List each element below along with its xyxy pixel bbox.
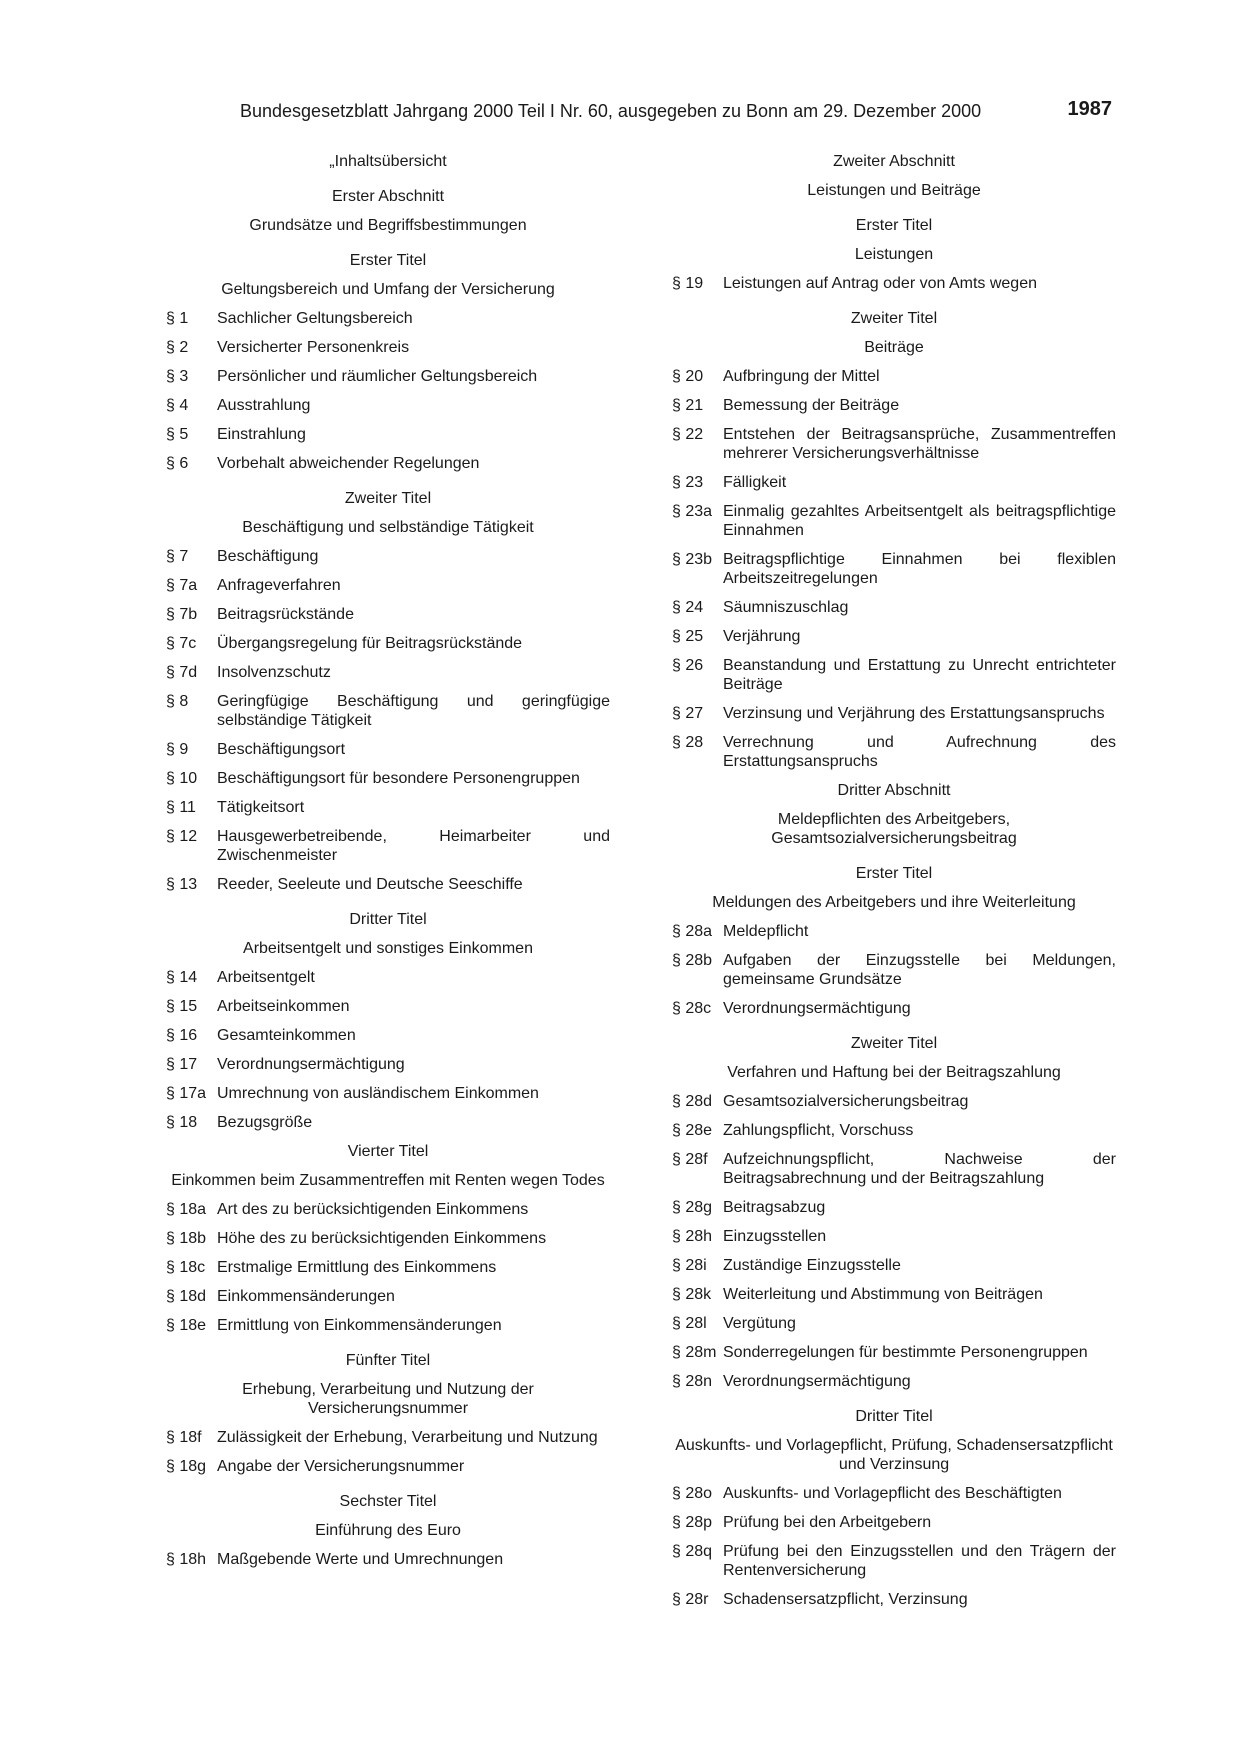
paragraph-number: § 28d (672, 1093, 713, 1110)
paragraph-number: § 28f (672, 1151, 708, 1168)
paragraph-number: § 18e (166, 1317, 207, 1334)
paragraph-number: § 28h (672, 1228, 713, 1245)
paragraph-number: § 14 (166, 969, 198, 986)
paragraph-title: Reeder, Seeleute und Deutsche Seeschiffe (217, 876, 523, 893)
paragraph-number: § 8 (166, 693, 189, 710)
toc-entry (166, 425, 610, 444)
paragraph-title: Verordnungsermächtigung (217, 1056, 405, 1073)
paragraph-title: Sachlicher Geltungsbereich (217, 310, 413, 327)
paragraph-title: Vergütung (723, 1315, 796, 1332)
paragraph-title: Verjährung (723, 628, 801, 645)
paragraph-title: Beschäftigungsort für besondere Personengruppen (217, 770, 580, 787)
paragraph-title: Auskunfts- und Vorlagepflicht des Beschäftigten (723, 1485, 1062, 1502)
section-heading: Meldungen des Arbeitgebers und ihre Weiterleitung (712, 894, 1076, 911)
paragraph-title: Gesamteinkommen (217, 1027, 356, 1044)
toc-entry (166, 1258, 610, 1277)
toc-entry (672, 1372, 1116, 1391)
paragraph-title: Vorbehalt abweichender Regelungen (217, 455, 480, 472)
toc-entry (166, 1026, 610, 1045)
paragraph-title: Sonderregelungen für bestimmte Personengruppen (723, 1344, 1088, 1361)
paragraph-number: § 11 (166, 799, 196, 816)
toc-entry (672, 1513, 1116, 1532)
toc-entry (672, 1590, 1116, 1609)
toc-entry (672, 1256, 1116, 1275)
paragraph-title: Umrechnung von ausländischem Einkommen (217, 1085, 539, 1102)
section-heading: Grundsätze und Begriffsbestimmungen (249, 217, 527, 234)
paragraph-number: § 10 (166, 770, 198, 787)
paragraph-title: Anfrageverfahren (217, 577, 341, 594)
paragraph-title: Beitragsrückstände (217, 606, 354, 623)
toc-entry (672, 396, 1116, 415)
toc-entry (166, 968, 610, 987)
paragraph-number: § 7c (166, 635, 197, 652)
paragraph-title: Bemessung der Beiträge (723, 397, 900, 414)
paragraph-number: § 20 (672, 368, 704, 385)
paragraph-title: Weiterleitung und Abstimmung von Beiträgen (723, 1286, 1043, 1303)
paragraph-title: Verrechnung und Aufrechnung des Erstattungsanspruchs (723, 734, 1116, 770)
paragraph-number: § 25 (672, 628, 704, 645)
toc-entry (166, 827, 610, 865)
paragraph-title: Prüfung bei den Arbeitgebern (723, 1514, 932, 1531)
paragraph-number: § 23b (672, 551, 713, 568)
toc-entry (672, 598, 1116, 617)
paragraph-title: Höhe des zu berücksichtigenden Einkommens (217, 1230, 547, 1247)
paragraph-title: Ausstrahlung (217, 397, 311, 414)
toc-entry (166, 875, 610, 894)
toc-entry (166, 740, 610, 759)
section-heading: Dritter Titel (855, 1408, 933, 1425)
paragraph-title: Übergangsregelung für Beitragsrückstände (217, 635, 523, 652)
paragraph-number: § 28i (672, 1257, 707, 1274)
toc-entry (166, 692, 610, 730)
toc-entry (672, 733, 1116, 771)
paragraph-number: § 17 (166, 1056, 198, 1073)
toc-entry (166, 1550, 610, 1569)
paragraph-title: Aufbringung der Mittel (723, 368, 880, 385)
paragraph-title: Einkommensänderungen (217, 1288, 395, 1305)
section-heading: Auskunfts- und Vorlagepflicht, Prüfung, Schadensersatzpflicht und Verzinsung (675, 1437, 1113, 1473)
paragraph-number: § 28c (672, 1000, 712, 1017)
paragraph-title: Aufgaben der Einzugsstelle bei Meldungen, gemeinsame Grundsätze (723, 952, 1116, 988)
toc-entry (672, 1542, 1116, 1580)
paragraph-title: Verordnungsermächtigung (723, 1000, 911, 1017)
toc-entry (166, 997, 610, 1016)
paragraph-number: § 28e (672, 1122, 713, 1139)
toc-entry (672, 704, 1116, 723)
paragraph-number: § 7a (166, 577, 198, 594)
paragraph-number: § 7b (166, 606, 198, 623)
page-header (240, 98, 1112, 124)
paragraph-title: Prüfung bei den Einzugsstellen und den Trägern der Rentenversicherung (723, 1543, 1116, 1579)
paragraph-number: § 5 (166, 426, 189, 443)
paragraph-number: § 22 (672, 426, 704, 443)
paragraph-number: § 3 (166, 368, 189, 385)
paragraph-title: Fälligkeit (723, 474, 787, 491)
toc-entry (166, 547, 610, 566)
paragraph-number: § 18c (166, 1259, 206, 1276)
paragraph-number: § 17a (166, 1085, 207, 1102)
section-heading: „Inhaltsübersicht (329, 153, 447, 170)
toc-entry (166, 663, 610, 682)
paragraph-number: § 6 (166, 455, 189, 472)
toc-entry (166, 1084, 610, 1103)
paragraph-title: Gesamtsozialversicherungsbeitrag (723, 1093, 969, 1110)
section-heading: Dritter Abschnitt (837, 782, 951, 799)
paragraph-number: § 18b (166, 1230, 207, 1247)
toc-entry (672, 550, 1116, 588)
section-heading: Leistungen (854, 246, 934, 263)
paragraph-number: § 28 (672, 734, 704, 751)
section-heading: Zweiter Titel (344, 490, 432, 507)
toc-entry (166, 576, 610, 595)
paragraph-title: Verordnungsermächtigung (723, 1373, 911, 1390)
paragraph-number: § 28b (672, 952, 713, 969)
paragraph-number: § 23a (672, 503, 713, 520)
paragraph-title: Angabe der Versicherungsnummer (217, 1458, 465, 1475)
toc-entry (672, 1198, 1116, 1217)
paragraph-number: § 28l (672, 1315, 707, 1332)
paragraph-title: Verzinsung und Verjährung des Erstattungsanspruchs (723, 705, 1105, 722)
toc-entry (166, 1200, 610, 1219)
paragraph-number: § 24 (672, 599, 704, 616)
section-heading: Zweiter Titel (850, 310, 938, 327)
section-heading: Erster Titel (349, 252, 427, 269)
toc-entry (166, 798, 610, 817)
toc-entry (672, 367, 1116, 386)
toc-entry (672, 502, 1116, 540)
paragraph-title: Geringfügige Beschäftigung und geringfügige selbständige Tätigkeit (217, 693, 610, 729)
paragraph-number: § 28g (672, 1199, 713, 1216)
paragraph-title: Zahlungspflicht, Vorschuss (723, 1122, 914, 1139)
toc-entry (672, 425, 1116, 463)
paragraph-title: Schadensersatzpflicht, Verzinsung (723, 1591, 968, 1608)
section-heading: Erhebung, Verarbeitung und Nutzung der Versicherungsnummer (242, 1381, 534, 1417)
section-heading: Arbeitsentgelt und sonstiges Einkommen (243, 940, 533, 957)
paragraph-title: Erstmalige Ermittlung des Einkommens (217, 1259, 497, 1276)
toc-entry (166, 1316, 610, 1335)
paragraph-number: § 18 (166, 1114, 198, 1131)
paragraph-title: Insolvenzschutz (217, 664, 331, 681)
paragraph-number: § 1 (166, 310, 189, 327)
paragraph-title: Beschäftigung (217, 548, 319, 565)
paragraph-title: Tätigkeitsort (217, 799, 305, 816)
paragraph-number: § 23 (672, 474, 704, 491)
paragraph-number: § 9 (166, 741, 189, 758)
toc-entry (672, 1092, 1116, 1111)
paragraph-number: § 18d (166, 1288, 207, 1305)
paragraph-number: § 15 (166, 998, 198, 1015)
toc-entry (166, 367, 610, 386)
toc-entry (166, 309, 610, 328)
paragraph-number: § 26 (672, 657, 704, 674)
paragraph-title: Persönlicher und räumlicher Geltungsbereich (217, 368, 538, 385)
toc-entry (672, 1314, 1116, 1333)
toc-entry (672, 274, 1116, 293)
paragraph-title: Arbeitseinkommen (217, 998, 350, 1015)
toc-entry (166, 1287, 610, 1306)
paragraph-number: § 28k (672, 1286, 712, 1303)
toc-left-column (166, 152, 610, 1579)
paragraph-number: § 28r (672, 1591, 709, 1608)
section-heading: Fünfter Titel (345, 1352, 431, 1369)
page-number: 1987 (1067, 98, 1112, 120)
toc-entry (672, 999, 1116, 1018)
publication-line: Bundesgesetzblatt Jahrgang 2000 Teil I Nr. 60, ausgegeben zu Bonn am 29. Dezember 2000 (240, 101, 982, 121)
section-heading: Beiträge (864, 339, 924, 356)
section-heading: Sechster Titel (339, 1493, 437, 1510)
paragraph-number: § 12 (166, 828, 198, 845)
toc-entry (166, 338, 610, 357)
section-heading: Dritter Titel (349, 911, 427, 928)
paragraph-number: § 18f (166, 1429, 202, 1446)
section-heading: Erster Titel (855, 865, 933, 882)
section-heading: Zweiter Titel (850, 1035, 938, 1052)
paragraph-number: § 28q (672, 1543, 713, 1560)
paragraph-number: § 18g (166, 1458, 207, 1475)
section-heading: Vierter Titel (347, 1143, 429, 1160)
paragraph-number: § 4 (166, 397, 189, 414)
paragraph-title: Aufzeichnungspflicht, Nachweise der Beitragsabrechnung und der Beitragszahlung (723, 1151, 1116, 1187)
toc-entry (672, 473, 1116, 492)
section-heading: Zweiter Abschnitt (833, 153, 955, 170)
section-heading: Meldepflichten des Arbeitgebers, Gesamtsozialversicherungsbeitrag (771, 811, 1017, 847)
paragraph-number: § 19 (672, 275, 704, 292)
toc-entry (166, 1113, 610, 1132)
paragraph-title: Beanstandung und Erstattung zu Unrecht entrichteter Beiträge (723, 657, 1116, 693)
section-heading: Einkommen beim Zusammentreffen mit Renten wegen Todes (171, 1172, 605, 1189)
paragraph-title: Zuständige Einzugsstelle (723, 1257, 901, 1274)
paragraph-title: Einmalig gezahltes Arbeitsentgelt als beitragspflichtige Einnahmen (723, 503, 1116, 539)
paragraph-number: § 28a (672, 923, 713, 940)
section-heading: Beschäftigung und selbständige Tätigkeit (242, 519, 534, 536)
toc-entry (672, 922, 1116, 941)
paragraph-number: § 7d (166, 664, 198, 681)
section-heading: Einführung des Euro (315, 1522, 461, 1539)
paragraph-title: Maßgebende Werte und Umrechnungen (217, 1551, 504, 1568)
paragraph-title: Beitragsabzug (723, 1199, 826, 1216)
toc-entry (166, 605, 610, 624)
toc-entry (166, 396, 610, 415)
paragraph-title: Zulässigkeit der Erhebung, Verarbeitung und Nutzung (217, 1429, 598, 1446)
paragraph-title: Versicherter Personenkreis (217, 339, 410, 356)
paragraph-title: Ermittlung von Einkommensänderungen (217, 1317, 502, 1334)
paragraph-number: § 18h (166, 1551, 207, 1568)
section-heading: Geltungsbereich und Umfang der Versicherung (221, 281, 555, 298)
toc-entry (672, 627, 1116, 646)
paragraph-title: Leistungen auf Antrag oder von Amts wegen (723, 275, 1037, 292)
toc-entry (166, 769, 610, 788)
section-heading: Erster Titel (855, 217, 933, 234)
paragraph-title: Einzugsstellen (723, 1228, 827, 1245)
toc-entry (672, 656, 1116, 694)
toc-entry (672, 1150, 1116, 1188)
paragraph-number: § 2 (166, 339, 189, 356)
section-heading: Erster Abschnitt (331, 188, 445, 205)
paragraph-title: Arbeitsentgelt (217, 969, 315, 986)
section-heading: Verfahren und Haftung bei der Beitragszahlung (727, 1064, 1061, 1081)
paragraph-title: Beitragspflichtige Einnahmen bei flexiblen Arbeitszeitregelungen (723, 551, 1116, 587)
paragraph-number: § 28p (672, 1514, 713, 1531)
paragraph-number: § 27 (672, 705, 704, 722)
paragraph-number: § 18a (166, 1201, 207, 1218)
paragraph-number: § 21 (672, 397, 704, 414)
section-heading: Leistungen und Beiträge (807, 182, 981, 199)
toc-entry (672, 951, 1116, 989)
toc-entry (672, 1121, 1116, 1140)
toc-entry (672, 1343, 1116, 1362)
toc-entry (166, 1428, 610, 1447)
toc-entry (166, 1457, 610, 1476)
paragraph-title: Säumniszuschlag (723, 599, 849, 616)
paragraph-title: Meldepflicht (723, 923, 809, 940)
toc-entry (166, 1055, 610, 1074)
paragraph-title: Entstehen der Beitragsansprüche, Zusammentreffen mehrerer Versicherungsverhältnisse (723, 426, 1116, 462)
paragraph-number: § 13 (166, 876, 198, 893)
toc-entry (166, 454, 610, 473)
toc-entry (672, 1227, 1116, 1246)
toc-entry (166, 1229, 610, 1248)
paragraph-number: § 28m (672, 1344, 717, 1361)
paragraph-number: § 16 (166, 1027, 198, 1044)
paragraph-title: Beschäftigungsort (217, 741, 346, 758)
paragraph-number: § 28o (672, 1485, 713, 1502)
paragraph-number: § 7 (166, 548, 189, 565)
paragraph-title: Hausgewerbetreibende, Heimarbeiter und Zwischenmeister (217, 828, 610, 864)
toc-entry (166, 634, 610, 653)
toc-entry (672, 1285, 1116, 1304)
paragraph-title: Bezugsgröße (217, 1114, 313, 1131)
toc-entry (672, 1484, 1116, 1503)
paragraph-title: Einstrahlung (217, 426, 306, 443)
paragraph-title: Art des zu berücksichtigenden Einkommens (217, 1201, 529, 1218)
paragraph-number: § 28n (672, 1373, 713, 1390)
toc-right-column (672, 152, 1116, 1619)
